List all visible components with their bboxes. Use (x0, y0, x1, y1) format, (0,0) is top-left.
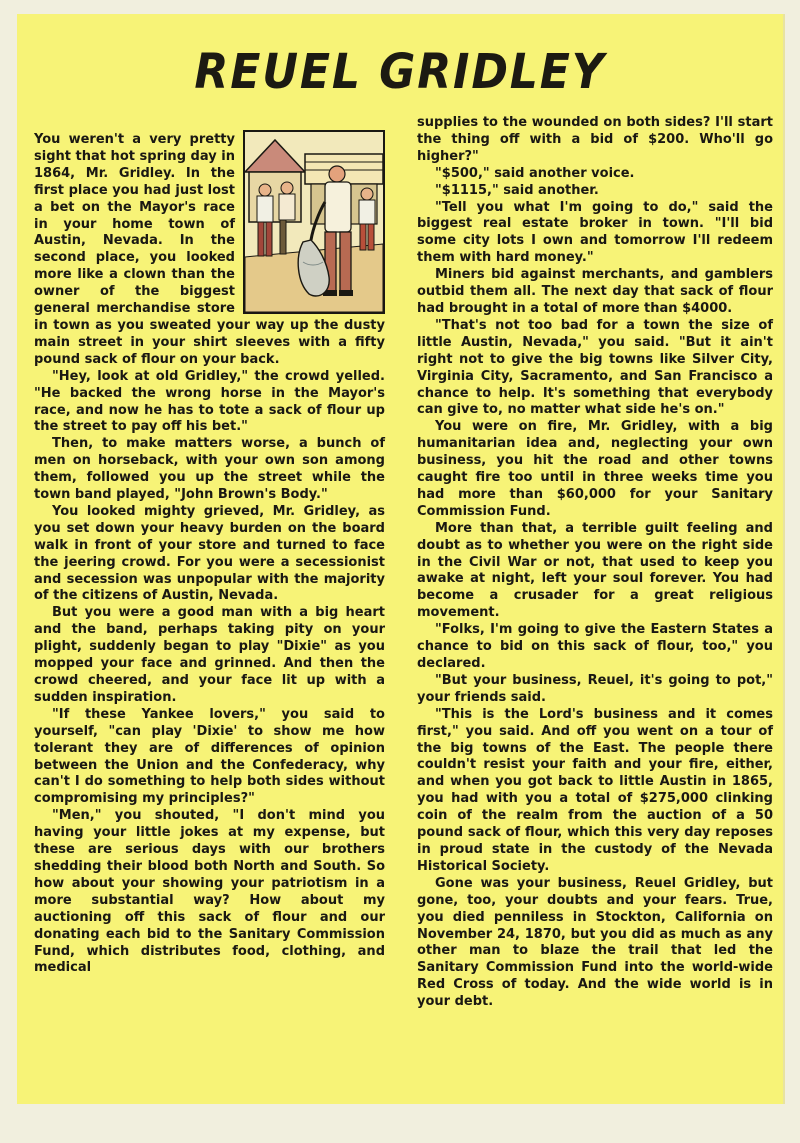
page-title: REUEL GRIDLEY (194, 44, 606, 100)
paragraph: Then, to make matters worse, a bunch of men on horseback, with your own son among them, followed you up the street while the town band played, "John Brown's Body." (34, 436, 385, 503)
right-column (417, 115, 773, 1011)
panel-illustration (243, 130, 385, 314)
paragraph: "That's not too bad for a town the size of little Austin, Nevada," you said. "But it ain't right not to give the big towns like Silver City, Virginia City, Sacramento, and San Francisco a chance to help. It's something that everybody can give to, no matter what side he's on." (417, 317, 773, 418)
paragraph: You were on fire, Mr. Gridley, with a big humanitarian idea and, neglecting your own business, you hit the road and other towns caught fire too until in three weeks time you had more than $60,000 for your Sanitary Commission Fund. (417, 419, 773, 519)
paragraph: You looked mighty grieved, Mr. Gridley, as you set down your heavy burden on the board walk in front of your store and turned to face the jeering crowd. For you were a secessionist and secession was unpopular with the majority of the citizens of Austin, Nevada. (34, 503, 385, 604)
paragraph: "Men," you shouted, "I don't mind you having your little jokes at my expense, but these are serious days with our brothers shedding their blood both North and South. So how about your showing your patriotism in a more substantial way? How about my auctioning off this sack of flour and our donating each bid to the Sanitary Commission Fund, which distributes food, clothing, and medical (34, 808, 385, 976)
comic-page (17, 14, 785, 1104)
paragraph: You weren't a very pretty sight that hot spring day in 1864, Mr. Gridley. In the first place you had just lost a bet on the Mayor's race in your home town of Austin, Nevada. In the second place, you looked more like a clown than the owner of the biggest general merchandise store in town as you sweated your way up the dusty main street in your shirt sleeves with a fifty pound sack of flour on your back. (34, 132, 385, 367)
paragraph: "This is the Lord's business and it comes first," you said. And off you went on a tour of the big towns of the East. The people there couldn't resist your faith and your fire, either, and when you got back to little Austin in 1865, you had with you a total of $275,000 clinking coin of the realm from the auction of a 50 pound sack of flour, which this very day reposes in proud state in the custody of the Nevada Historical Society. (417, 706, 773, 874)
paragraph: But you were a good man with a big heart and the band, perhaps taking pity on your plight, suddenly began to play "Dixie" as you mopped your face and grinned. And then the crowd cheered, and your face lit up with a sudden inspiration. (34, 605, 385, 705)
paragraph: "Tell you what I'm going to do," said the biggest real estate broker in town. "I'll bid some city lots I own and tomorrow I'll redeem them with hard money." (417, 199, 773, 266)
paragraph: supplies to the wounded on both sides? I'll start the thing off with a bid of $200. Who'll go higher?" (417, 115, 773, 164)
paragraph: Gone was your business, Reuel Gridley, but gone, too, your doubts and your fears. True, you died penniless in Stockton, California on November 24, 1870, but you did as much as any other man to blaze the trail that led the Sanitary Commission Fund into the world-wide Red Cross of today. And the wide world is in your debt. (417, 875, 773, 1010)
paragraph: "$500," said another voice. (435, 165, 635, 181)
paragraph: More than that, a terrible guilt feeling and doubt as to whether you were on the right side in the Civil War or not, that used to keep you awake at night, left your soul forever. You had become a crusader for a great religious movement. (417, 520, 773, 621)
paragraph: "Folks, I'm going to give the Eastern States a chance to bid on this sack of flour, too," you declared. (417, 622, 773, 671)
left-column (34, 132, 385, 977)
paragraph: "But your business, Reuel, it's going to pot," your friends said. (417, 672, 773, 705)
paragraph: "Hey, look at old Gridley," the crowd yelled. "He backed the wrong horse in the Mayor's race, and now he has to tote a sack of flour up the street to pay off his bet." (34, 368, 385, 435)
paragraph: Miners bid against merchants, and gamblers outbid them all. The next day that sack of flour had brought in a total of more than $4000. (417, 267, 773, 316)
paragraph: "$1115," said another. (435, 182, 599, 198)
paragraph: "If these Yankee lovers," you said to yourself, "can play 'Dixie' to show me how tolerant they are of differences of opinion between the Union and the Confederacy, why can't I do something to help both sides without compromising my principles?" (34, 706, 385, 807)
gridley-carrying-sack-image (245, 132, 383, 312)
